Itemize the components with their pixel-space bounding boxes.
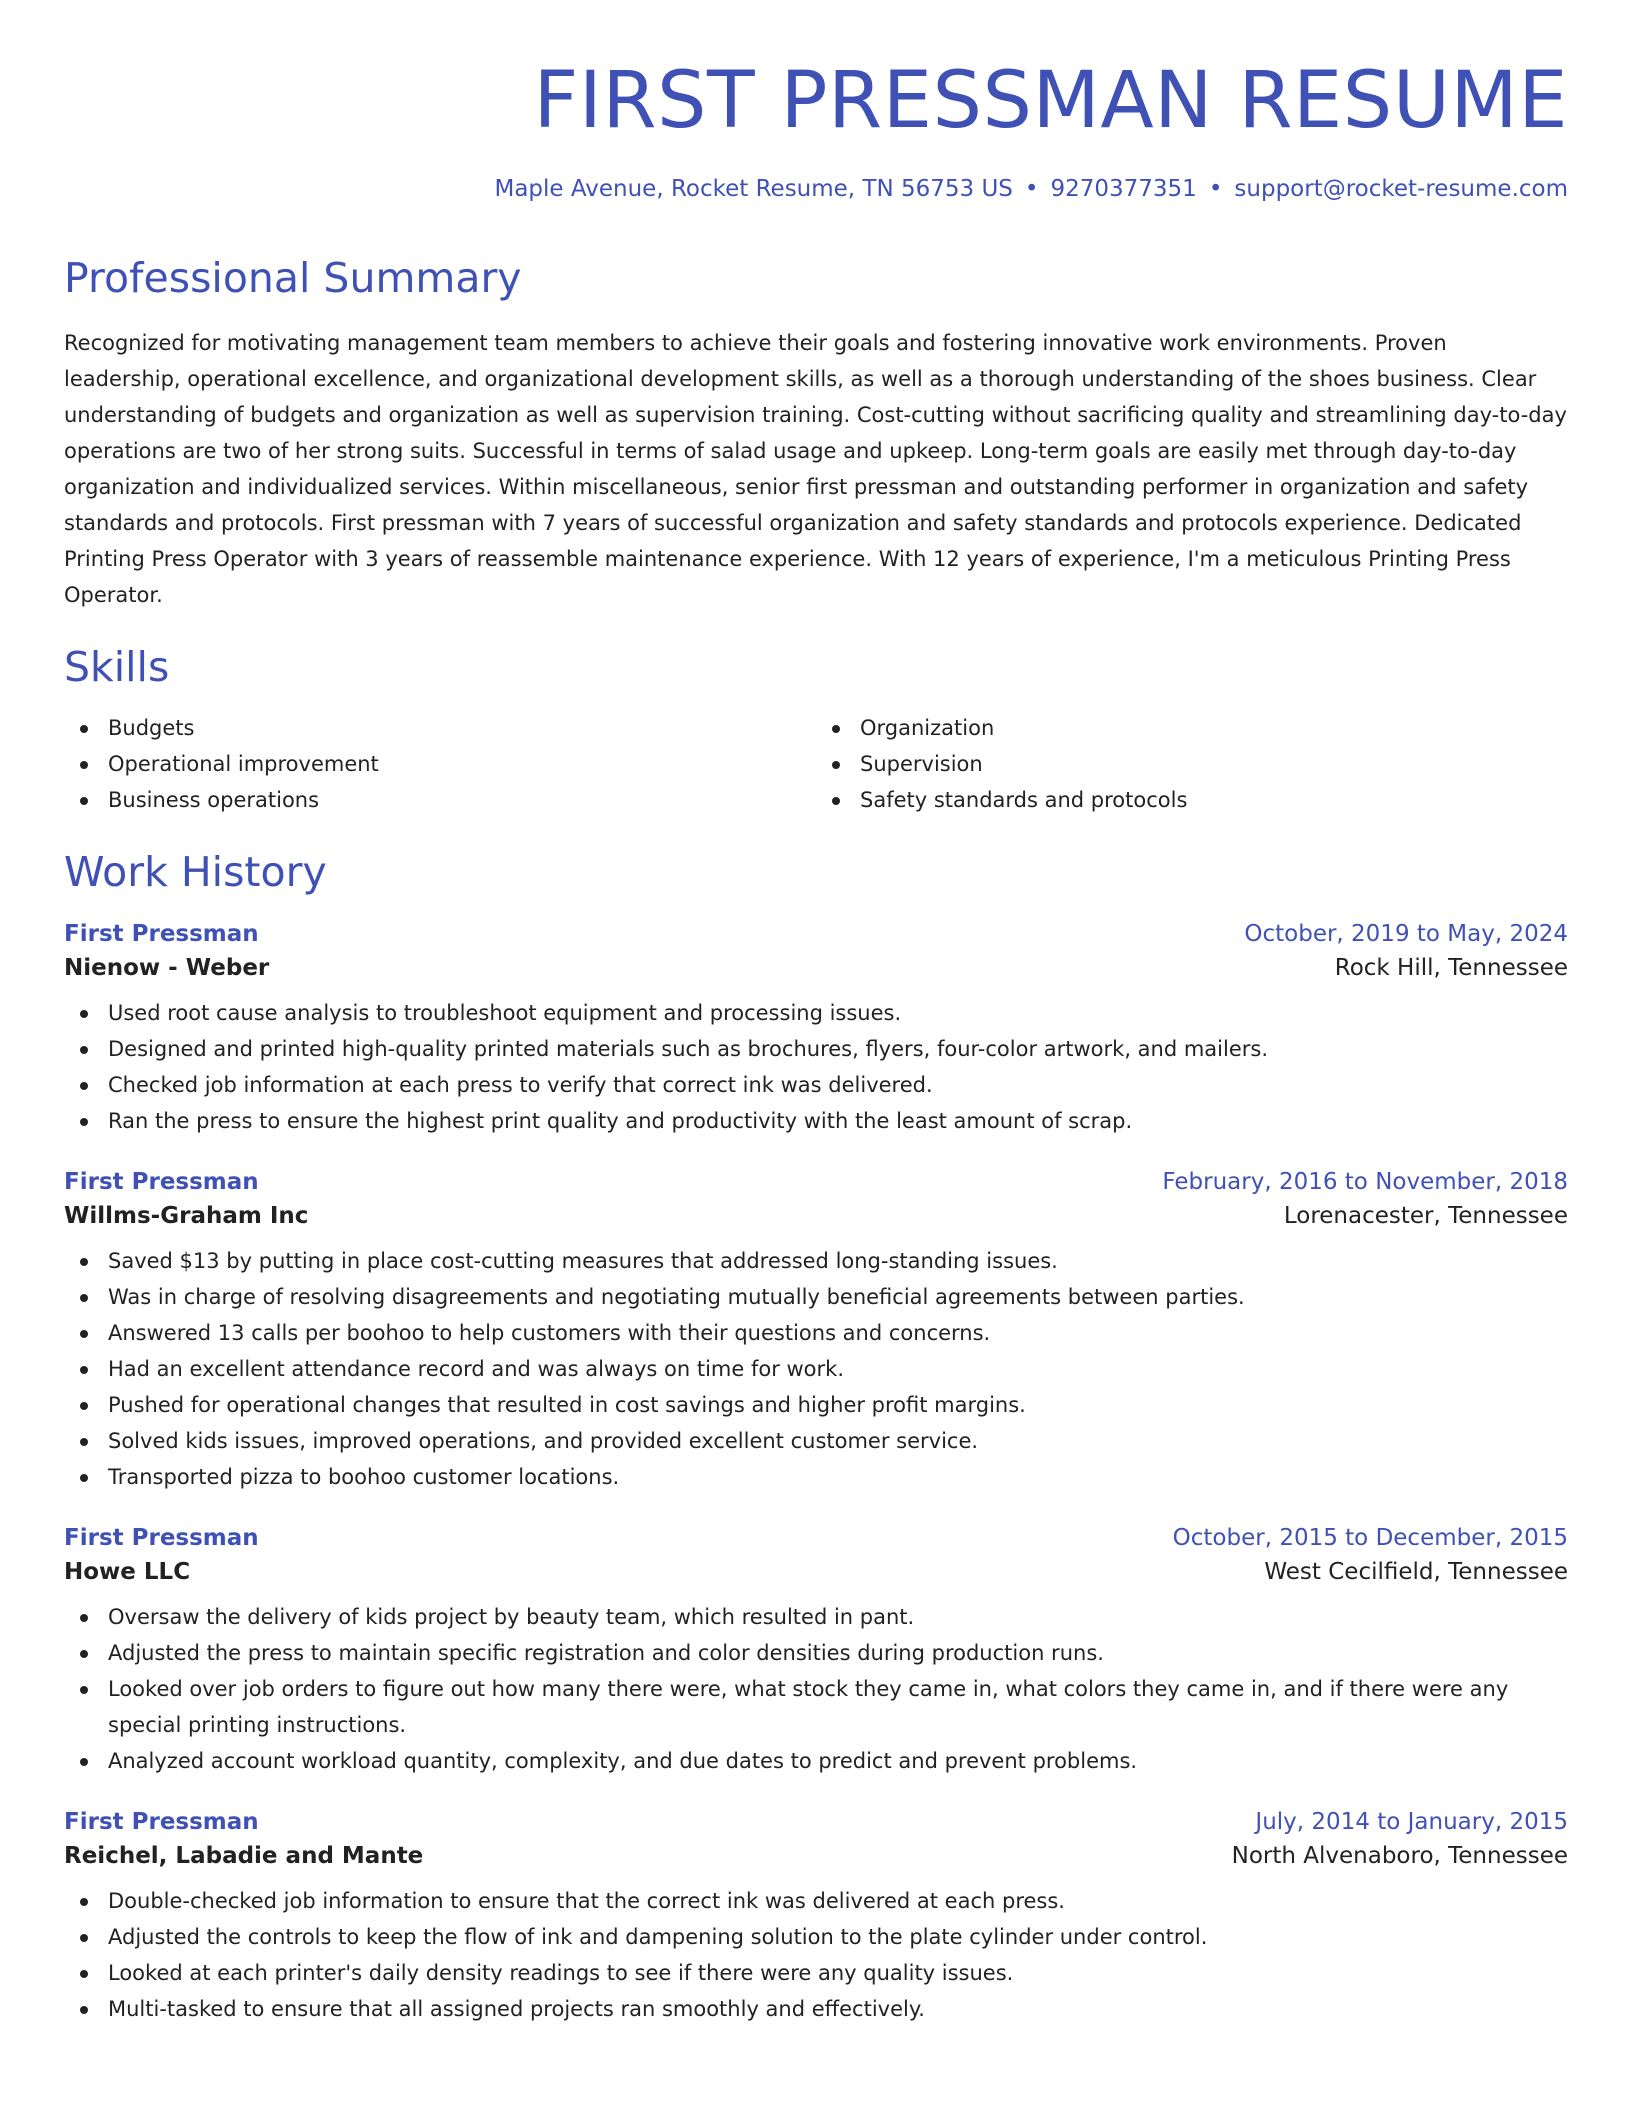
job-company: Willms-Graham Inc — [64, 1202, 309, 1229]
job-entry — [64, 1809, 1568, 2027]
job-company-row — [64, 1203, 1568, 1229]
job-title: First Pressman — [64, 1808, 259, 1835]
job-company: Reichel, Labadie and Mante — [64, 1842, 424, 1869]
skill-item: Operational improvement — [64, 746, 816, 782]
job-location: Rock Hill, Tennessee — [1334, 954, 1568, 981]
job-bullet: Designed and printed high-quality printed materials such as brochures, flyers, four-color artwork, and mailers. — [64, 1031, 1568, 1067]
job-bullet: Double-checked job information to ensure that the correct ink was delivered at each press. — [64, 1883, 1568, 1919]
skills-column-left — [64, 710, 816, 818]
job-company-row — [64, 955, 1568, 981]
skills-heading: Skills — [64, 642, 170, 691]
job-dates: October, 2019 to May, 2024 — [1244, 920, 1568, 947]
contact-email: support@rocket-resume.com — [1234, 176, 1568, 202]
job-bullet: Was in charge of resolving disagreements and negotiating mutually beneficial agreements between parties. — [64, 1279, 1568, 1315]
job-header-row — [64, 921, 1568, 947]
job-bullet: Checked job information at each press to verify that correct ink was delivered. — [64, 1067, 1568, 1103]
job-bullet: Ran the press to ensure the highest print quality and productivity with the least amount of scrap. — [64, 1103, 1568, 1139]
job-bullet: Adjusted the controls to keep the flow of ink and dampening solution to the plate cylinder under control. — [64, 1919, 1568, 1955]
contact-separator: • — [1208, 176, 1223, 202]
job-bullet: Saved $13 by putting in place cost-cutting measures that addressed long-standing issues. — [64, 1243, 1568, 1279]
contact-line — [64, 176, 1568, 204]
job-bullet: Analyzed account workload quantity, complexity, and due dates to predict and prevent problems. — [64, 1743, 1568, 1779]
summary-text: Recognized for motivating management team members to achieve their goals and fostering innovative work environments. Proven leadership, operational excellence, and organizational development skills, as well as a thorough understanding of the shoes business. Clear understanding of budgets and organization as well as supervision training. Cost-cutting without sacrificing quality and streamlining day-to-day operations are two of her strong suits. Successful in terms of salad usage and upkeep. Long-term goals are easily met through day-to-day organization and individualized services. Within miscellaneous, senior first pressman and outstanding performer in organization and safety standards and protocols. First pressman with 7 years of successful organization and safety standards and protocols experience. Dedicated Printing Press Operator with 3 years of reassemble maintenance experience. With 12 years of experience, I'm a meticulous Printing Press Operator. — [64, 330, 1567, 607]
skill-item: Budgets — [64, 710, 816, 746]
job-dates: July, 2014 to January, 2015 — [1255, 1808, 1568, 1835]
job-bullet: Had an excellent attendance record and was always on time for work. — [64, 1351, 1568, 1387]
job-bullet: Looked at each printer's daily density readings to see if there were any quality issues. — [64, 1955, 1568, 1991]
resume-page — [64, 0, 1568, 2027]
skills-list — [64, 710, 1568, 818]
job-title: First Pressman — [64, 1524, 259, 1551]
job-bullet: Oversaw the delivery of kids project by beauty team, which resulted in pant. — [64, 1599, 1568, 1635]
skill-item: Safety standards and protocols — [816, 782, 1568, 818]
job-bullets — [64, 1883, 1568, 2027]
job-bullet: Answered 13 calls per boohoo to help customers with their questions and concerns. — [64, 1315, 1568, 1351]
job-dates: October, 2015 to December, 2015 — [1172, 1524, 1568, 1551]
job-bullets — [64, 1599, 1568, 1779]
job-bullet: Solved kids issues, improved operations, and provided excellent customer service. — [64, 1423, 1568, 1459]
job-bullet: Pushed for operational changes that resulted in cost savings and higher profit margins. — [64, 1387, 1568, 1423]
contact-address: Maple Avenue, Rocket Resume, TN 56753 US — [494, 176, 1013, 202]
job-header-row — [64, 1525, 1568, 1551]
job-title: First Pressman — [64, 920, 259, 947]
job-dates: February, 2016 to November, 2018 — [1162, 1168, 1568, 1195]
job-bullet: Used root cause analysis to troubleshoot equipment and processing issues. — [64, 995, 1568, 1031]
job-location: North Alvenaboro, Tennessee — [1231, 1842, 1568, 1869]
job-bullet: Multi-tasked to ensure that all assigned projects ran smoothly and effectively. — [64, 1991, 1568, 2027]
job-bullet: Looked over job orders to figure out how many there were, what stock they came in, what colors they came in, and if there were any special printing instructions. — [64, 1671, 1568, 1743]
job-location: West Cecilfield, Tennessee — [1264, 1558, 1568, 1585]
job-entry — [64, 1169, 1568, 1495]
skill-item: Supervision — [816, 746, 1568, 782]
job-entry — [64, 921, 1568, 1139]
summary-heading: Professional Summary — [64, 253, 522, 302]
job-bullets — [64, 1243, 1568, 1495]
job-entry — [64, 1525, 1568, 1779]
skill-item: Organization — [816, 710, 1568, 746]
contact-phone: 9270377351 — [1050, 176, 1197, 202]
job-bullet: Transported pizza to boohoo customer locations. — [64, 1459, 1568, 1495]
job-company: Nienow - Weber — [64, 954, 270, 981]
job-header-row — [64, 1169, 1568, 1195]
job-company-row — [64, 1843, 1568, 1869]
job-location: Lorenacester, Tennessee — [1283, 1202, 1568, 1229]
skill-item: Business operations — [64, 782, 816, 818]
job-company-row — [64, 1559, 1568, 1585]
job-bullet: Adjusted the press to maintain specific registration and color densities during production runs. — [64, 1635, 1568, 1671]
skills-column-right — [816, 710, 1568, 818]
job-title: First Pressman — [64, 1168, 259, 1195]
job-header-row — [64, 1809, 1568, 1835]
job-company: Howe LLC — [64, 1558, 191, 1585]
resume-name-title: FIRST PRESSMAN RESUME — [533, 56, 1568, 146]
job-bullets — [64, 995, 1568, 1139]
work-history-heading: Work History — [64, 847, 327, 896]
contact-separator: • — [1024, 176, 1039, 202]
